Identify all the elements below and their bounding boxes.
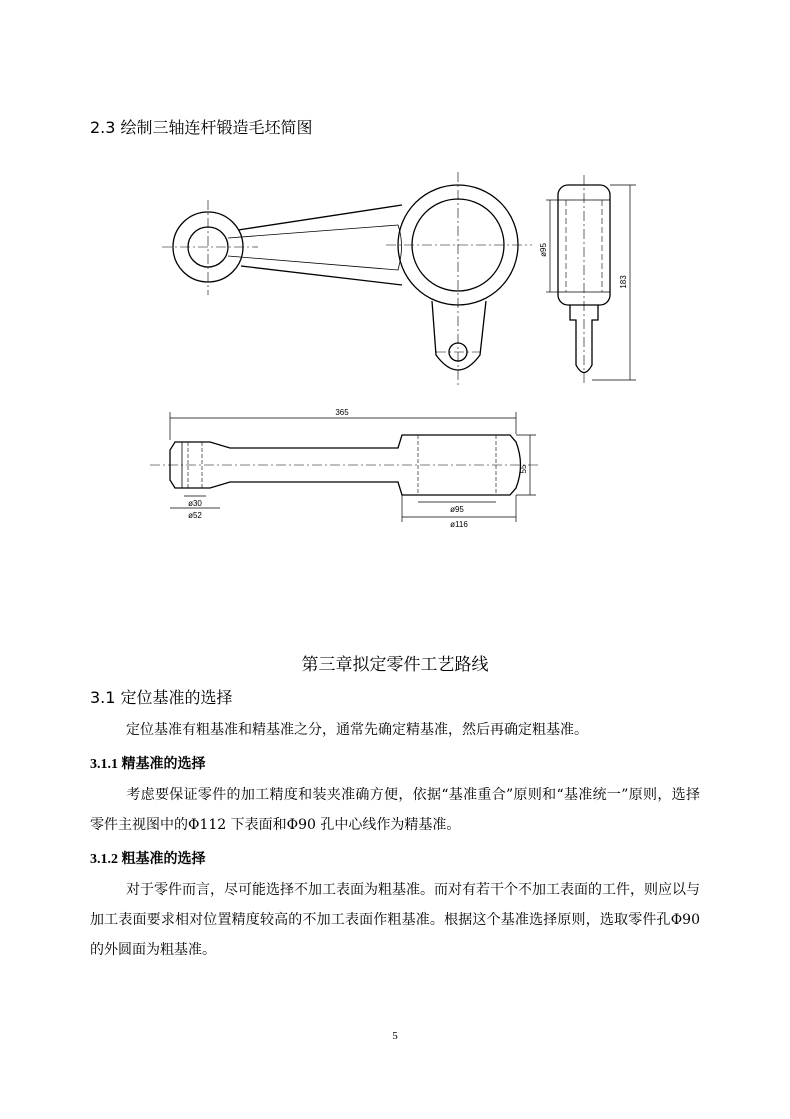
dim-big-inner: ø95 [450, 505, 464, 514]
rough-datum-paragraph: 对于零件而言，尽可能选择不加工表面为粗基准。而对有若干个不加工表面的工件，则应以与加工表面要求相对位置精度较高的不加工表面作粗基准。根据这个基准选择原则，选取零件孔Φ90 的外圆面为粗基准。 [90, 882, 700, 958]
dim-small-outer: ø52 [188, 511, 202, 520]
dim-total-length: 365 [335, 408, 349, 417]
dim-side-height: 183 [619, 275, 628, 289]
lower-lug [432, 301, 486, 370]
arm-bottom-edge [241, 266, 402, 285]
page-number: 5 [392, 1030, 398, 1042]
forging-blank-drawing [140, 170, 660, 540]
section-title: 2.3 绘制三轴连杆锻造毛坯简图 [90, 118, 313, 137]
dim-side-inner: ø95 [539, 243, 548, 257]
fine-datum-paragraph: 考虑要保证零件的加工精度和装夹准确方便，依据“基准重合”原则和“基准统一”原则，选择零件主视图中的Φ112 下表面和Φ90 孔中心线作为精基准。 [90, 787, 700, 833]
intro-paragraph: 定位基准有粗基准和精基准之分，通常先确定精基准，然后再确定粗基准。 [126, 722, 588, 738]
section-heading-3-1: 3.1 定位基准的选择 [90, 688, 233, 707]
subsection-heading-rough: 3.1.2 粗基准的选择 [90, 852, 206, 867]
chapter-title: 第三章拟定零件工艺路线 [301, 655, 489, 675]
arm-inner-rib [228, 225, 402, 270]
dim-big-outer: ø116 [450, 520, 468, 529]
subsection-heading-fine: 3.1.1 精基准的选择 [90, 757, 206, 772]
dim-small-inner: ø30 [188, 499, 202, 508]
dim-thickness: 55 [519, 464, 528, 474]
